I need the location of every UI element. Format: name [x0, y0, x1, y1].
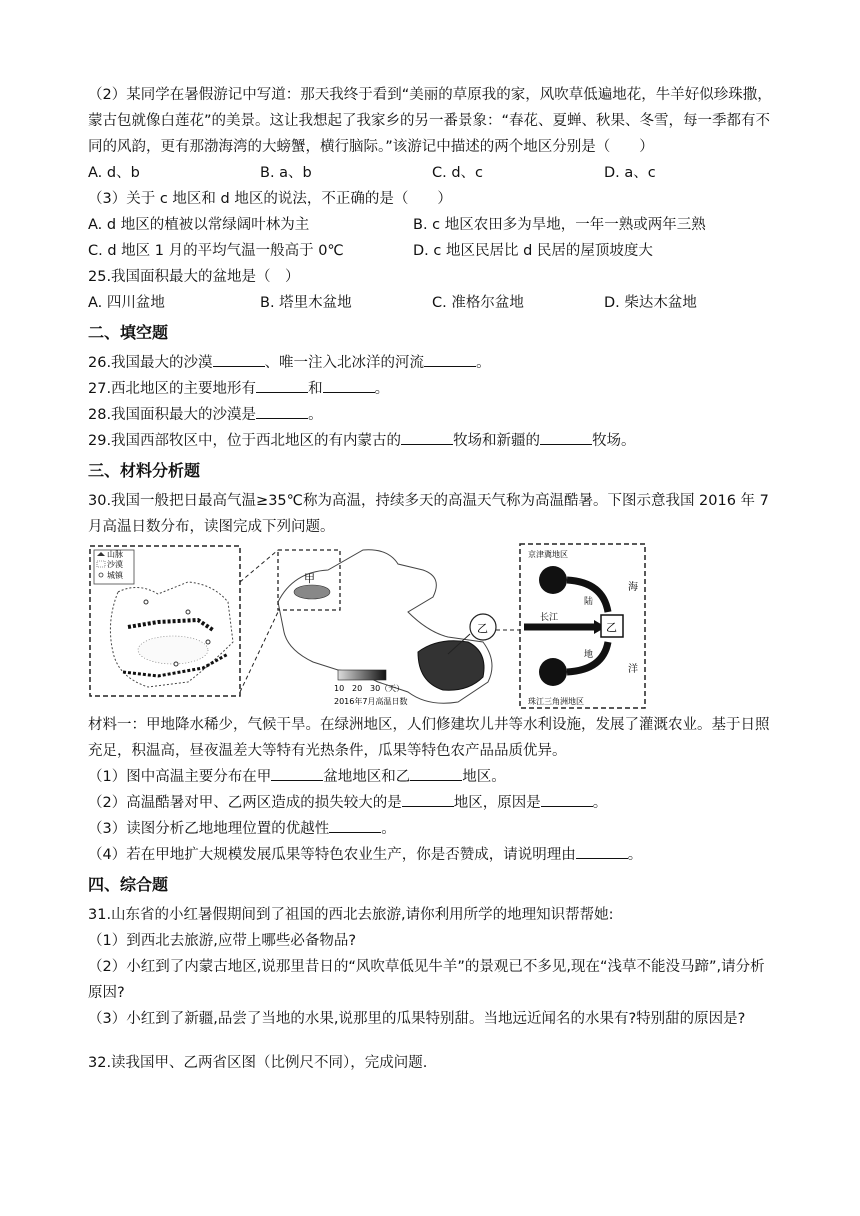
q28: 28.我国面积最大的沙漠是 。: [88, 402, 778, 428]
jia-high-temp-zone: [294, 585, 330, 599]
town-legend-icon: [99, 573, 103, 577]
town-icon: [174, 662, 178, 666]
jjj-label: 京津冀地区: [528, 550, 568, 559]
answer-blank[interactable]: [410, 764, 462, 781]
q30-sub3: （3）读图分析乙地地理位置的优越性 。: [88, 816, 778, 842]
q31-stem: 31.山东省的小红暑假期间到了祖国的西北去旅游,请你利用所学的地理知识帮帮她:: [88, 907, 614, 923]
yi-label: 乙: [477, 622, 488, 635]
q24-sub3-stem: （3）关于 c 地区和 d 地区的说法，不正确的是（ ）: [88, 191, 452, 207]
town-icon: [186, 610, 190, 614]
map-svg: [88, 542, 648, 710]
prd-label: 珠江三角洲地区: [528, 697, 584, 706]
answer-blank[interactable]: [323, 376, 375, 393]
option-a: A. d、b: [88, 165, 140, 181]
q24-sub2-options: [88, 160, 778, 186]
desert-legend-icon: [97, 561, 105, 567]
q25-stem: 25.我国面积最大的盆地是（ ）: [88, 269, 300, 285]
q30-sub1: （1）图中高温主要分布在甲 盆地地区和乙 地区。: [88, 764, 778, 790]
prd-circle: [539, 658, 567, 686]
section-material-title: 三、材料分析题: [88, 461, 201, 480]
yang-label: 洋: [628, 664, 638, 675]
town-icon: [144, 600, 148, 604]
scale-tick: 20: [352, 684, 363, 693]
scale-caption: 2016年7月高温日数: [334, 697, 408, 706]
legend-mountain-label: 山脉: [107, 550, 123, 559]
option-d: D. c 地区民居比 d 民居的屋顶坡度大: [413, 243, 653, 259]
leader-line: [240, 550, 278, 582]
q30-material1: 材料一：甲地降水稀少，气候干旱。在绿洲地区，人们修建坎儿井等水利设施，发展了灌溉农业。基于日照充足，积温高，昼夜温差大等特有光热条件，瓜果等特色农产品品质优异。: [88, 717, 770, 759]
q29: 29.我国西部牧区中，位于西北地区的有内蒙古的 牧场和新疆的 牧场。: [88, 428, 778, 454]
q30-sub2: （2）高温酷暑对甲、乙两区造成的损失较大的是 地区，原因是 。: [88, 790, 778, 816]
legend-town-label: 城镇: [107, 571, 123, 580]
spacer: [88, 1032, 778, 1050]
q26: 26.我国最大的沙漠 、唯一注入北冰洋的河流 。: [88, 350, 778, 376]
scale-bar: [338, 670, 386, 680]
option-b: B. c 地区农田多为旱地，一年一熟或两年三熟: [413, 217, 706, 233]
yi-inset-label: 乙: [606, 621, 617, 634]
legend-desert-label: 沙漠: [107, 560, 123, 569]
answer-blank[interactable]: [541, 790, 593, 807]
option-c: C. d 地区 1 月的平均气温一般高于 0℃: [88, 243, 344, 259]
answer-blank[interactable]: [402, 790, 454, 807]
desert-area: [138, 636, 208, 664]
leader-line: [240, 612, 278, 692]
changjiang-label: 长江: [540, 613, 559, 623]
q31-sub1: （1）到西北去旅游,应带上哪些必备物品?: [88, 933, 357, 949]
q25-options: [88, 290, 778, 316]
q24-sub3-options-row2: [88, 238, 778, 264]
answer-blank[interactable]: [401, 428, 453, 445]
answer-blank[interactable]: [329, 816, 381, 833]
option-a: A. 四川盆地: [88, 295, 165, 311]
di-label: 地: [584, 650, 594, 660]
answer-blank[interactable]: [576, 842, 628, 859]
q30-stem: 30.我国一般把日最高气温≥35℃称为高温，持续多天的高温天气称为高温酷暑。下图示意我国 2016 年 7 月高温日数分布，读图完成下列问题。: [88, 493, 769, 535]
answer-blank[interactable]: [256, 402, 308, 419]
scale-tick: 10: [334, 684, 345, 693]
q31-sub2: （2）小红到了内蒙古地区,说那里昔日的“风吹草低见牛羊”的景观已不多见,现在“浅草不能没马蹄”,请分析原因?: [88, 959, 765, 1001]
option-d: D. a、c: [604, 165, 656, 181]
q24-sub2-stem: （2）某同学在暑假游记中写道：那天我终于看到“美丽的草原我的家，风吹草低遍地花，牛羊好似珍珠撒，蒙古包就像白莲花”的美景。这让我想起了我家乡的另一番景象：“春花、夏蝉、秋果、冬雪，每一季都有不同的风韵，更有那渤海湾的大螃蟹，横行脑际。”该游记中描述的两个地区分别是（ ）: [88, 87, 772, 155]
jia-label: 甲: [304, 572, 315, 585]
q30-sub4: （4）若在甲地扩大规模发展瓜果等特色农业生产，你是否赞成，请说明理由 。: [88, 842, 778, 868]
section-comprehensive-title: 四、综合题: [88, 875, 169, 894]
answer-blank[interactable]: [213, 350, 265, 367]
answer-blank[interactable]: [271, 764, 323, 781]
lu-label: 陆: [584, 597, 594, 607]
option-c: C. 准格尔盆地: [432, 295, 524, 311]
q27: 27.西北地区的主要地形有 和 。: [88, 376, 778, 402]
scale-tick: 30（天）: [370, 684, 405, 693]
answer-blank[interactable]: [424, 350, 476, 367]
option-d: D. 柴达木盆地: [604, 295, 697, 311]
town-icon: [206, 640, 210, 644]
option-a: A. d 地区的植被以常绿阔叶林为主: [88, 217, 310, 233]
answer-blank[interactable]: [256, 376, 308, 393]
option-c: C. d、c: [432, 165, 484, 181]
q31-sub3: （3）小红到了新疆,品尝了当地的水果,说那里的瓜果特别甜。当地远近闻名的水果有?特别甜的原因是?: [88, 1011, 746, 1027]
answer-blank[interactable]: [540, 428, 592, 445]
q24-sub3-options-row1: [88, 212, 778, 238]
option-b: B. 塔里木盆地: [260, 295, 352, 311]
jjj-circle: [539, 566, 567, 594]
exam-page: [88, 82, 778, 1076]
q30-map-figure: [88, 542, 648, 710]
q32-stem: 32.读我国甲、乙两省区图（比例尺不同），完成问题.: [88, 1055, 428, 1071]
section-fill-in-title: 二、填空题: [88, 323, 169, 342]
hai-label: 海: [628, 582, 638, 593]
option-b: B. a、b: [260, 165, 312, 181]
